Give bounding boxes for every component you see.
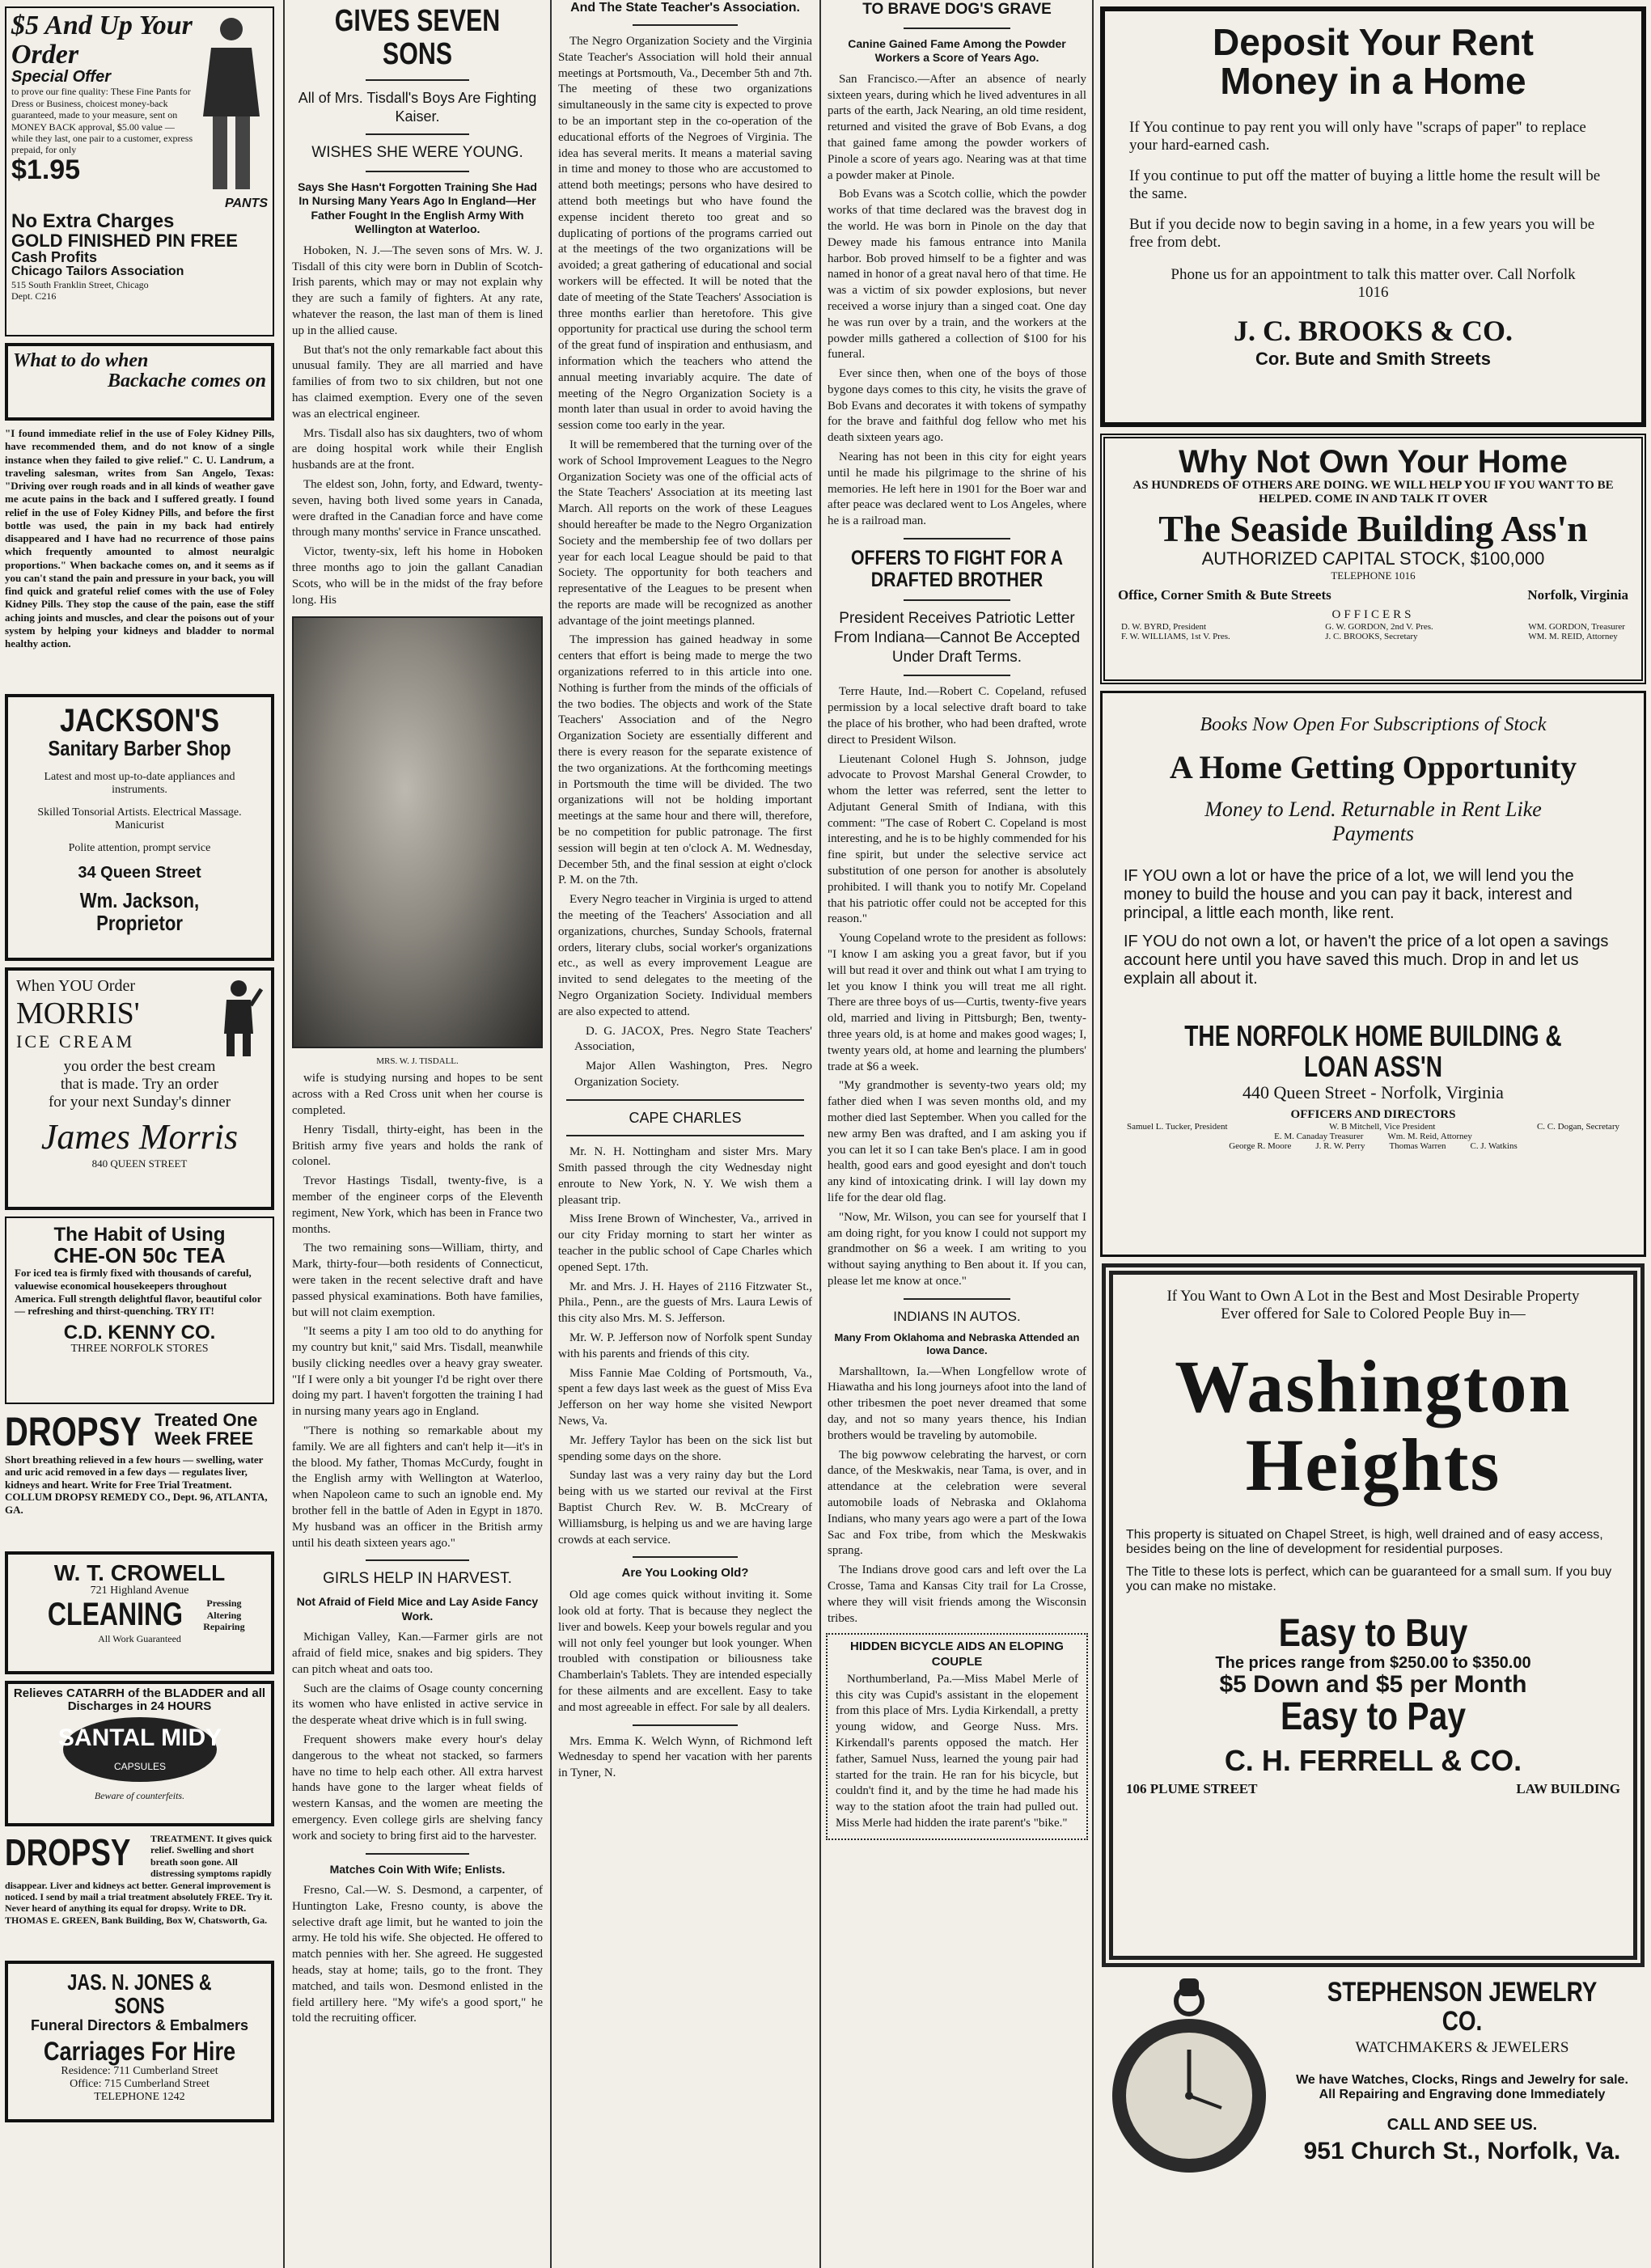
paragraph: Hoboken, N. J.—The seven sons of Mrs. W. J. Tisdall of this city were born in Dublin of Scotch-Irish parents, which may or may not explain why they are such a family of fighters. At any rate, whatever the reason, the last man of them is lined up in the allied cause. [292, 243, 543, 337]
crowell-ad [5, 1551, 274, 1674]
bicycle-body [836, 1672, 1078, 1832]
paragraph: Mrs. Tisdall also has six daughters, two of whom are doing hospital work while their English husbands are at the front. [292, 426, 543, 472]
paragraph: Lieutenant Colonel Hugh S. Johnson, judge advocate to Provost Marshal General Crowder, to whom the letter was referred, sent the letter to Adjutant General Smith of Indiana, with this comment: "The case of Robert C. Copeland is most interesting, and he is to be highly commended for his fine spirit, but under the selective service act substitution of one person for another is absolutely prohibited. I will thank you to notify Mr. Copeland that his patriotic offer could not be accepted for this reason." [828, 752, 1086, 926]
officer: WM. M. REID, Attorney [1528, 632, 1618, 642]
bicycle-headline: HIDDEN BICYCLE AIDS AN ELOPING COUPLE [850, 1640, 1064, 1669]
officer: Samuel L. Tucker, President [1127, 1121, 1228, 1132]
deck-1: All of Mrs. Tisdall's Boys Are Fighting Kaiser. [298, 90, 537, 125]
jones-office: Office: 715 Cumberland Street [70, 2078, 210, 2091]
tailor-cash: Cash Profits [11, 249, 98, 266]
divider [904, 599, 1011, 601]
paragraph: The big powwow celebrating the harvest, or corn dance, of the Meskwakis, near Tama, is over, and in attendance at the celebration were several automobile loads of Nebraska and Oklahoma Indians, who many years ago were a part of the Iowa Sac and Fox tribe, from which the Meskwakis sprang. [828, 1448, 1086, 1558]
paragraph: Mr. N. H. Nottingham and sister Mrs. Mary Smith passed through the city Wednesday night enroute to New York, N. Y. We wish them a pleasant trip. [558, 1145, 812, 1207]
seaside-city: Norfolk, Virginia [1527, 587, 1628, 603]
seaside-office: Office, Corner Smith & Bute Streets [1118, 587, 1331, 603]
offer-body [828, 684, 1086, 1289]
norfolk-officers-title: OFFICERS AND DIRECTORS [1290, 1107, 1456, 1121]
teachers-body [558, 34, 812, 1091]
watch-illustration-icon [1108, 1978, 1270, 2181]
officer: George R. Moore [1229, 1140, 1292, 1151]
morris-name: MORRIS' [16, 996, 140, 1030]
photo-caption: MRS. W. J. TISDALL. [376, 1056, 459, 1067]
paragraph: The eldest son, John, forty, and Edward, twenty-seven, having both lived some years in Canada, were drafted in the Canadian force and have come through many months' service in France unscathed. [292, 477, 543, 539]
dropsy-ad-1 [5, 1411, 274, 1545]
paragraph: "My grandmother is seventy-two years old; my father died when I was seven months old, and my mother died last September. When you called for the new army Ben was drafted, and I am asking you if you can let it so I can take Ben's place. I am in good health, good ears and good eyesight and don't touch any kind of intoxicating drink. I will lay down my life for the dear old flag. [828, 1079, 1086, 1205]
stephenson-text: We have Watches, Clocks, Rings and Jewelry for sale. All Repairing and Engraving done Immediately [1296, 2073, 1628, 2102]
divider [633, 1724, 738, 1726]
paragraph: Mr. Jeffery Taylor has been on the sick list but spending some days on the shore. [558, 1433, 812, 1463]
jackson-line-1: Latest and most up-to-date appliances and instruments. [44, 771, 235, 797]
crowell-address: 721 Highland Avenue [90, 1585, 189, 1597]
jackson-address: 34 Queen Street [78, 864, 201, 882]
santal-beware: Beware of counterfeits. [94, 1789, 185, 1801]
officer: C. J. Watkins [1470, 1140, 1518, 1151]
ferrell-name: C. H. FERRELL & CO. [1224, 1744, 1522, 1778]
paragraph: Mr. and Mrs. J. H. Hayes of 2116 Fitzwater St., Phila., Penn., are the guests of Mrs. Laura Lewis of this city also Mrs. M. S. Jefferson. [558, 1280, 812, 1326]
seaside-officers [1121, 622, 1625, 641]
paragraph: Miss Fannie Mae Colding of Portsmouth, Va., spent a few days last week as the guest of Miss Eva Jefferson on her way home she visited Newport News, Va. [558, 1366, 812, 1428]
jones-carriages: Carriages For Hire [43, 2036, 236, 2066]
old-body [558, 1588, 812, 1716]
brooks-headline-1: Deposit Your Rent [1213, 21, 1534, 63]
tailor-ad [5, 6, 274, 336]
coin-body [292, 1883, 543, 2027]
cape-charles-body [558, 1145, 812, 1548]
paragraph: Fresno, Cal.—W. S. Desmond, a carpenter, of Huntington Lake, Fresno county, is above the selective draft age limit, but he wanted to join the army. He told his wife. She objected. He offered to match pennies with her. She agreed. He suggested heads, stay at home; tails, go to the front. They matched, and tails won. Desmond enlisted in the field artillery here. "My wife's a good sport," he told the recruiting officer. [292, 1884, 543, 2025]
paragraph: Trevor Hastings Tisdall, twenty-five, is a member of the engineer corps of the Eleventh regiment, New York, which has been in France two months. [292, 1174, 543, 1236]
wynn-body [558, 1734, 812, 1782]
seaside-text: AS HUNDREDS OF OTHERS ARE DOING. WE WILL HELP YOU IF YOU WANT TO BE HELPED. COME IN AND TALK IT OVER [1132, 479, 1614, 506]
dog-headline: TO BRAVE DOG'S GRAVE [862, 1, 1052, 18]
paragraph: Marshalltown, Ia.—When Longfellow wrote of Hiawatha and his long journeys afoot into the land of other tribesmen the poet never dreamed that some day, and not so many years thence, his Indian brothers would be traveling by automobile. [828, 1365, 1086, 1442]
ferrell-building: LAW BUILDING [1516, 1781, 1620, 1797]
paragraph: Sunday last was a very rainy day but the Lord being with us we started our revival at the First Baptist Church Rev. W. B. McCreary of Williamsburg, is helping us and we are having large crowds at each service. [558, 1469, 812, 1547]
officer: J. C. BROOKS, Secretary [1325, 632, 1418, 642]
tea-stores: THREE NORFOLK STORES [70, 1343, 209, 1356]
jones-name: JAS. N. JONES & SONS [67, 1970, 212, 2019]
brooks-text-1: If You continue to pay rent you will only have "scraps of paper" to replace your hard-earned cash. [1129, 118, 1586, 154]
divider [633, 1556, 738, 1558]
tea-text: For iced tea is firmly fixed with thousands of careful, valuewise economical housekeepers throughout America. Full strength delightful flavor, beautiful color — refreshing and thirst-quenching. TRY IT! [15, 1267, 262, 1318]
ferrell-pay: Easy to Pay [1280, 1695, 1467, 1739]
jackson-proprietor: Wm. Jackson, Proprietor [79, 888, 200, 935]
headline-seven-sons: GIVES SEVEN SONS [334, 4, 501, 72]
offer-headline: OFFERS TO FIGHT FOR A DRAFTED BROTHER [850, 547, 1064, 592]
indians-headline: INDIANS IN AUTOS. [893, 1308, 1021, 1324]
jones-residence: Residence: 711 Cumberland Street [61, 2065, 218, 2078]
santal-ad [5, 1681, 274, 1826]
jackson-name: JACKSON'S [59, 703, 220, 738]
dropsy-ad-2 [5, 1833, 274, 1954]
paragraph: The Indians drove good cars and left over the La Crosse, Tama and Kansas City trail for La Crosse, where they will visit friends among the Wisconsin tribes. [828, 1563, 1086, 1625]
officer: W. B Mitchell, Vice President [1329, 1121, 1436, 1132]
paragraph: Terre Haute, Ind.—Robert C. Copeland, refused permission by a local selective draft board to take the place of his brother, who had been drafted, wrote direct to President Wilson. [828, 685, 1086, 747]
bicycle-box [826, 1633, 1088, 1839]
morris-line-2: that is made. Try an order [60, 1076, 219, 1093]
teachers-headline: And The State Teacher's Association. [570, 1, 800, 15]
girls-deck: Not Afraid of Field Mice and Lay Aside Fancy Work. [296, 1595, 539, 1623]
column-1-ads [0, 0, 279, 2268]
tea-seller: C.D. KENNY CO. [63, 1321, 216, 1343]
ferrell-prices: The prices range from $250.00 to $350.00 [1215, 1653, 1531, 1672]
jackson-line-2: Skilled Tonsorial Artists. Electrical Massage. Manicurist [37, 806, 242, 832]
seaside-ad [1100, 434, 1646, 684]
jackson-shop: Sanitary Barber Shop [48, 736, 231, 760]
dropsy-1-text: Short breathing relieved in a few hours — swelling, water and uric acid removed in a few days — regulates liver, kidneys and heart. Write for Free Trial Treatment. COLLUM DROPSY REMEDY CO., Dept. 96, ATLANTA, GA. [5, 1453, 268, 1516]
norfolk-officers-row-2 [1127, 1132, 1619, 1141]
jones-sub: Funeral Directors & Embalmers [30, 2016, 249, 2033]
old-headline: Are You Looking Old? [621, 1566, 749, 1580]
stephenson-ad [1100, 1978, 1646, 2229]
tisdall-photo [292, 616, 543, 1048]
divider [904, 675, 1011, 676]
ferrell-text-1: If You Want to Own A Lot in the Best and Most Desirable Property Ever offered for Sale to Colored People Buy in— [1166, 1288, 1580, 1322]
norfolk-subheadline: Money to Lend. Returnable in Rent Like Payments [1204, 798, 1542, 845]
deck-3: Says She Hasn't Forgotten Training She Had In Nursing Many Years Ago In England—Her Father Fought In the English Army With Wellington at Waterloo. [298, 180, 537, 236]
officer: Wm. M. Reid, Attorney [1387, 1131, 1472, 1141]
brooks-text-2: If you continue to put off the matter of buying a little home the result will be the same. [1129, 167, 1601, 202]
tea-ad [5, 1217, 274, 1404]
norfolk-headline: A Home Getting Opportunity [1169, 749, 1577, 785]
divider [366, 133, 470, 135]
officer: D. W. BYRD, President [1121, 622, 1207, 633]
officer: F. W. WILLIAMS, 1st V. Pres. [1121, 632, 1230, 642]
paragraph: Victor, twenty-six, left his home in Hoboken three months ago to join the gallant Canadian Scots, who will be in the midst of the fray before long. His [292, 545, 543, 607]
ferrell-headline-2: Heights [1245, 1423, 1501, 1506]
indians-deck: Many From Oklahoma and Nebraska Attended an Iowa Dance. [834, 1331, 1080, 1357]
tailor-address: 515 South Franklin Street, Chicago [11, 278, 149, 290]
seven-sons-body-top [292, 243, 543, 609]
brooks-name: J. C. BROOKS & CO. [1233, 314, 1513, 347]
tea-line-2: CHE-ON 50c TEA [53, 1243, 226, 1268]
norfolk-name: THE NORFOLK HOME BUILDING & LOAN ASS'N [1184, 1019, 1562, 1083]
tea-line-1: The Habit of Using [53, 1224, 226, 1246]
tailor-price: $1.95 [11, 154, 81, 185]
brooks-text-4: Phone us for an appointment to talk this matter over. Call Norfolk 1016 [1171, 265, 1576, 301]
paragraph: Old age comes quick without inviting it. Some look old at forty. That is because they neglect the liver and bowels. Keep your bowels regular and you will not only feel younger but look younger. When troubled with constipation or biliousness take Chamberlain's Tablets. They are intended especially for these ailments and are excellent. Easy to take and most agreeable in effect. For sale by all dealers. [558, 1589, 812, 1714]
column-3-article [553, 0, 817, 2268]
seaside-telephone: TELEPHONE 1016 [1331, 569, 1416, 582]
capsule-illustration-icon [59, 1713, 221, 1786]
brooks-ad [1100, 6, 1646, 427]
norfolk-text-2: IF YOU do not own a lot, or haven't the price of a lot open a savings account here until you have saved this much. Drop in and let us explain all about it. [1124, 933, 1609, 988]
backache-line-2: Backache comes on [108, 370, 266, 392]
santal-name: SANTAL MIDY [58, 1724, 221, 1751]
jackson-line-3: Polite attention, prompt service [68, 842, 211, 855]
column-divider [1092, 0, 1094, 2268]
divider [366, 171, 470, 172]
norfolk-ad [1100, 691, 1646, 1257]
girls-headline: GIRLS HELP IN HARVEST. [323, 1570, 512, 1588]
dog-deck: Canine Gained Fame Among the Powder Workers a Score of Years Ago. [848, 36, 1066, 65]
paragraph: The impression has gained headway in some centers that effort is being made to merge the two organizations referred to in this article into one. Nothing is further from the minds of the officials of the two bodies. The objects and work of the State Teachers' Association and of the Negro Organization Society are essentially different and there is every reason for the separate existence of the two organizations. At the forthcoming meetings in Portsmouth the time will be divided. The two organizations will not be holding important meetings at the same hour and there will, therefore, be no competition for public patronage. The first session will begin at ten o'clock A. M. Wednesday, December 5th, and the final session at eight o'clock P. M. on the 7th. [558, 633, 812, 887]
cape-charles-headline: CAPE CHARLES [629, 1109, 742, 1126]
santal-top: Relieves CATARRH of the BLADDER and all Discharges in 24 HOURS [13, 1686, 266, 1713]
jackson-ad [5, 694, 274, 961]
morris-signature: James Morris [40, 1117, 239, 1157]
santal-capsules: CAPSULES [113, 1760, 166, 1772]
stephenson-call: CALL AND SEE US. [1386, 2116, 1538, 2135]
stephenson-address: 951 Church St., Norfolk, Va. [1303, 2138, 1621, 2165]
brooks-headline-2: Money in a Home [1220, 60, 1526, 103]
stephenson-name: STEPHENSON JEWELRY CO. [1327, 1978, 1598, 2037]
ferrell-down: $5 Down and $5 per Month [1219, 1670, 1527, 1698]
paragraph: But that's not the only remarkable fact about this unusual family. They are all married and have families of from two to six children, but not one has claimed exemption. Every one of the seven was an electrical engineer. [292, 343, 543, 421]
paragraph: Every Negro teacher in Virginia is urged to attend the meeting of the Teachers' Association and all organizations, churches, Sunday Schools, fraternal orders, literary clubs, social worker's organizations etc., as well as every improvement League are invited to send delegates to the meeting of the Negro Organization Society. Individual members are also expected to attend. [558, 893, 812, 1018]
paragraph: Michigan Valley, Kan.—Farmer girls are not afraid of field mice, snakes and big spiders. They can pitch wheat and oats too. [292, 1631, 543, 1676]
paragraph: "It seems a pity I am too old to do anything for my country but knit," said Mrs. Tisdall, meanwhile busily clicking needles over a heavy gray sweater. "If I were only a bit younger I'd be right over there doing my part. I haven't forgotten the training I had in nursing many years ago in England. [292, 1325, 543, 1419]
offer-deck: President Receives Patriotic Letter From Indiana—Cannot Be Accepted Under Draft Terms. [833, 610, 1081, 666]
ferrell-ad [1102, 1263, 1645, 1967]
morris-when: When YOU Order [16, 977, 135, 995]
norfolk-text-1: IF YOU own a lot or have the price of a lot, we will lend you the money to build the house and you can pay it back, interest and principal, a little each month, like rent. [1124, 867, 1574, 922]
brooks-address: Cor. Bute and Smith Streets [1255, 349, 1491, 370]
coin-headline: Matches Coin With Wife; Enlists. [329, 1862, 506, 1876]
ferrell-buy: Easy to Buy [1278, 1612, 1468, 1656]
paragraph: Frequent showers make every hour's delay dangerous to the wheat not stacked, so farmers have no time to help each other. All extra harvest hands have gone to the larger wheat fields of western Kansas, and the women are meeting the emergency. Even college girls are shelving fancy work and society to bring first aid to the harvester. [292, 1733, 543, 1843]
signature: Major Allen Washington, Pres. Negro Organization Society. [574, 1060, 812, 1089]
paragraph: Bob Evans was a Scotch collie, which the powder works of that time declared was the bravest dog in the world. He was born in Pinole on the day that Dewey made his famous entrance into Manila harbor. Bob proved himself to be a fighter and was named in honor of a great naval hero of that time. He was a victim of six powder explosions, but never received a worse injury than a singed coat. One day he was run over by a train, and the workers at the powder mills gathered a collection of $100 for his funeral. [828, 188, 1086, 362]
divider [904, 28, 1011, 29]
crowell-cleaning: CLEANING [47, 1597, 184, 1633]
paragraph: Young Copeland wrote to the president as follows: "I know I am asking you a great favor, but if you will but read it over and think out what I am trying to let you know I think you will treat me all right. There are three boys of us—Curtis, twenty-five years old, married and living in Pittsburgh; Ben, twenty-three years old, is at home and makes good wages; I, twenty years old, at home and learning the plumbers' trade at $6 a week. [828, 932, 1086, 1073]
ferrell-text-3: The Title to these lots is perfect, which can be guaranteed for a small sum. If you buy you can make no mistake. [1126, 1565, 1612, 1594]
backache-line-1: What to do when [13, 350, 149, 371]
seaside-capital: AUTHORIZED CAPITAL STOCK, $100,000 [1201, 548, 1545, 569]
seven-sons-body-bottom [292, 1071, 543, 1551]
paragraph: Northumberland, Pa.—Miss Mabel Merle of this city was Cupid's assistant in the elopement from this place of Mrs. Lydia Kirkendall, a pretty young widow, and George Nuss. Mrs. Kirkendall's parents opposed the match. Her father, Samuel Nuss, learned the young pair had started for the train. He ran for his bicycle, but couldn't find it, and by the time he had made his way to the station afoot the train had pulled out. Miss Merle had hidden the irate parent's "bike." [836, 1672, 1078, 1830]
tailor-no-extra: No Extra Charges [11, 209, 175, 232]
officer: WM. GORDON, Treasurer [1528, 622, 1625, 633]
dropsy-2-text: TREATMENT. It gives quick relief. Swelling and short breath soon gone. All distressing symptoms rapidly disappear. Liver and kidneys act better. General improvement is noticed. I send by mail a trial treatment absolutely FREE. Try it. Never heard of anything its equal for dropsy. Write to DR. THOMAS E. GREEN, Bank Building, Box W, Chatsworth, Ga. [5, 1833, 273, 1926]
column-5-ads [1095, 0, 1651, 2268]
morris-line-1: you order the best cream [63, 1058, 216, 1075]
paragraph: "There is nothing so remarkable about my family. We are all fighters and can't help it—it's in the blood. My father, Thomas McCurdy, fought in the English army with Wellington at Waterloo, when Napoleon came to such an ignoble end. My brother fell in the battle of Aden in Egypt in 1870. My husband was an officer in the British army until his death sixteen years ago." [292, 1424, 543, 1550]
paragraph: Such are the claims of Osage county concerning its women who have enlisted in active service in the desperate wheat drive which is in full swing. [292, 1682, 543, 1728]
divider [366, 1559, 470, 1561]
girls-body [292, 1630, 543, 1844]
tailor-company: Chicago Tailors Association [11, 264, 184, 278]
tailor-dept: Dept. C216 [11, 290, 57, 303]
brooks-text-3: But if you decide now to begin saving in a home, in a few years you will be free from debt. [1129, 215, 1595, 251]
paragraph: Henry Tisdall, thirty-eight, has been in the British army five years and holds the rank of colonel. [292, 1123, 543, 1169]
paragraph: Mr. W. P. Jefferson now of Norfolk spent Sunday with his parents and friends of this city. [558, 1331, 812, 1360]
paragraph: The two remaining sons—William, thirty, and Mark, thirty-four—both residents of Connecticut, were taken in the recent selective draft and have passed physical examinations. Both have families, but will not claim exemption. [292, 1242, 543, 1319]
officer: E. M. Canaday Treasurer [1274, 1131, 1364, 1141]
officer: Thomas Warren [1389, 1140, 1446, 1151]
officer: J. R. W. Perry [1315, 1140, 1365, 1151]
officer: C. C. Dogan, Secretary [1536, 1121, 1619, 1132]
tailor-finished: GOLD FINISHED PIN FREE [11, 230, 238, 251]
ferrell-text-2: This property is situated on Chapel Street, is high, well drained and of easy access, besides being on the line of development for residential purposes. [1126, 1528, 1603, 1557]
divider [566, 1099, 803, 1101]
morris-ad [5, 967, 274, 1210]
divider [633, 24, 738, 26]
column-divider [550, 0, 552, 2268]
norfolk-books: Books Now Open For Subscriptions of Stock [1200, 714, 1547, 735]
divider [904, 538, 1011, 539]
tailor-offer-text: to prove our fine quality: These Fine Pants for Dress or Business, choicest money-back guaranteed, made to your measure, sent on MONEY BACK approval, $5.00 value — while they last, one pair to a customer, express prepaid, for only [11, 86, 193, 156]
paragraph: wife is studying nursing and hopes to be sent across with a Red Cross unit when her course is completed. [292, 1072, 543, 1117]
seaside-name: The Seaside Building Ass'n [1158, 508, 1588, 549]
ice-cream-man-illustration-icon [214, 977, 263, 1058]
paragraph: The Negro Organization Society and the Virginia State Teacher's Association will hold their annual meetings at Portsmouth, Va., December 5th and 7th. The meeting of these two organizations simultaneously in the same city is expected to prove to be an important step in the co-operation of the educational efforts of the Negroes of Virginia. The idea has several merits. It means a material saving in time and money to those who are accustomed to attend both meetings; persons who have desired to attend both meetings but who have found the expense incident thereto too great and so duplicating of portions of the programs carried out at the meetings of the two organizations will be avoided; a great gathering of educational and social workers will be effected. It will be noted that the date of meeting of the State Teachers' Association is three months earlier than heretofore. This give opportunity for practical use during the school term of the great fund of inspiration and enthusiasm, and information which the teachers who attend the annual meeting invariably acquire. The date of meeting of the Negro Organization Society is a month later than usual in order to avoid having the session come too early in the year. [558, 35, 812, 433]
tailor-offer: Special Offer [11, 68, 112, 87]
column-divider [283, 0, 285, 2268]
officer: G. W. GORDON, 2nd V. Pres. [1325, 622, 1433, 633]
dropsy-1-title: DROPSY [5, 1411, 142, 1454]
paragraph: Ever since then, when one of the boys of those bygone days comes to this city, he visits the grave of Bob Evans and decorates it with tokens of sympathy for the brave and faithful dog fellow who met his death sixteen years ago. [828, 367, 1086, 445]
deck-2: WISHES SHE WERE YOUNG. [311, 144, 523, 162]
seaside-officers-title: OFFICERS [1331, 608, 1415, 622]
paragraph: Nearing has not been in this city for eight years until he made his pilgrimage to the shrine of his memories. He left here in 1901 for the Boer war and after peace was declared went to Los Angeles, where he is a railroad man. [828, 451, 1086, 528]
paragraph: San Francisco.—After an absence of nearly sixteen years, during which he lived adventures in all parts of the earth, Jack Nearing, an old time resident, returned and visited the grave of Bob Evans, a dog that gained fame among the powder workers of Pinole a score of years ago. Nearing was at that time a powder maker at Pinole. [828, 72, 1086, 182]
jones-ad [5, 1961, 274, 2122]
dropsy-2-title: DROPSY [5, 1833, 131, 1873]
signature: D. G. JACOX, Pres. Negro State Teachers' Association, [574, 1024, 812, 1054]
stephenson-sub: WATCHMAKERS & JEWELERS [1355, 2039, 1569, 2057]
crowell-name: W. T. CROWELL [53, 1560, 226, 1585]
column-4-article [823, 0, 1091, 2268]
jones-telephone: TELEPHONE 1242 [94, 2091, 185, 2104]
ferrell-headline-1: Washington [1175, 1345, 1572, 1428]
divider [366, 1853, 470, 1855]
column-2-article [287, 0, 548, 2268]
dog-body [828, 72, 1086, 530]
morris-address: 840 QUEEN STREET [91, 1157, 188, 1170]
backache-box [5, 343, 274, 421]
man-in-suit-illustration-icon [195, 11, 268, 197]
paragraph: Mrs. Emma K. Welch Wynn, of Richmond left Wednesday to spend her vacation with her parents in Tyner, N. [558, 1734, 812, 1780]
norfolk-officers-row-1 [1127, 1122, 1619, 1132]
paragraph: Miss Irene Brown of Winchester, Va., arrived in our city Friday morning to start her winter as teacher in the public school of Cape Charles which opened Sept. 17th. [558, 1212, 812, 1274]
norfolk-officers-row-3 [1127, 1141, 1619, 1151]
paragraph: It will be remembered that the turning over of the work of School Improvement Leagues to the Negro Organization Society was one of the official acts of the State Teachers' Association at its meeting last March. All reports on the work of these Leagues should hereafter be made to the Negro Organization Society and the membership fee of two dollars per year for each local League should be paid to that Society. The opportunity for both teachers and representative of the Leagues to be present when the reports are made will be recognized as another advantage of the joint meetings planned. [558, 438, 812, 628]
divider [566, 1135, 803, 1136]
paragraph: "Now, Mr. Wilson, you can see for yourself that I am doing right, for you know I could not support my grandmother on $6 a week. I am writing to you without saying anything to Ben about it. If you can, please let me know at once." [828, 1210, 1086, 1288]
seaside-headline: Why Not Own Your Home [1179, 444, 1568, 480]
indians-body [828, 1365, 1086, 1627]
column-divider [819, 0, 821, 2268]
divider [904, 1298, 1011, 1300]
backache-text: "I found immediate relief in the use of Foley Kidney Pills, have recommended them, and do not know of a single instance when they failed to give relief." C. U. Landrum, a traveling salesman, writes from San Angelo, Texas: "Driving over rough roads and in all kinds of weather gave me acute pains in the back and I suffered greatly. I found relief in the use of Foley Kidney Pills, and before the first bottle was used, the pain in my back had entirely disappeared and I have had no recurrence of those pains which frequently amounted to almost neuralgic proportions." When backache comes on, and it seems as if you can't stand the pain and pressure in your back, you will find quick and grateful relief comes with the use of Foley Kidney Pills. They stop the cause of the pain, ease the stiff aching joints and muscles, and clear the poisons out of your system by helping your kidneys and bladder to normal healthy action. [5, 427, 274, 650]
tailor-top: $5 And Up Your Order [11, 11, 193, 70]
divider [366, 79, 470, 81]
tailor-pants: PANTS [224, 197, 268, 210]
morris-line-3: for your next Sunday's dinner [48, 1094, 231, 1111]
norfolk-address: 440 Queen Street - Norfolk, Virginia [1242, 1081, 1504, 1102]
dropsy-1-treated: Treated One Week FREE [155, 1411, 258, 1449]
ferrell-address: 106 PLUME STREET [1126, 1781, 1258, 1797]
morris-ice: ICE CREAM [16, 1031, 135, 1051]
crowell-side: Pressing Altering Repairing [203, 1597, 245, 1633]
crowell-guarantee: All Work Guaranteed [98, 1632, 181, 1644]
